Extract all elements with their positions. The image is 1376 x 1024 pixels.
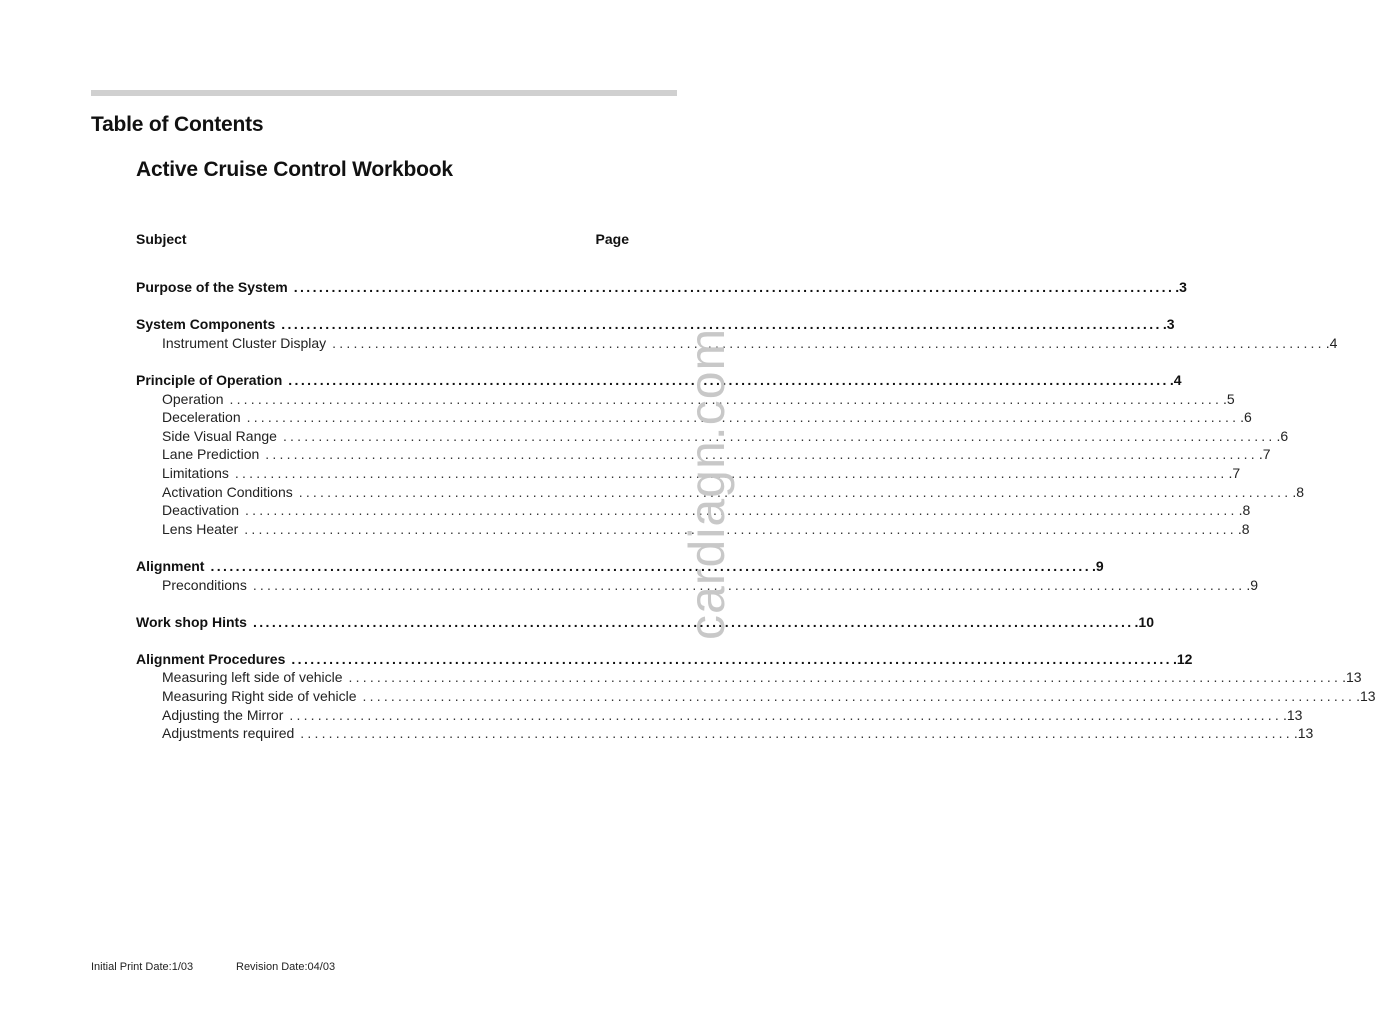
dot-leader: ............................................................................................................................................ [288, 371, 1169, 388]
toc-section-title: System Components [136, 316, 276, 333]
toc-subsection-title: Measuring left side of vehicle [162, 669, 343, 686]
toc-subsection [136, 390, 1235, 409]
toc-section [136, 613, 1154, 632]
toc-subsection-page: .4 [1325, 334, 1338, 351]
dot-leader: ............................................................................................................................................ [348, 669, 1342, 686]
dot-leader: ............................................................................................................................................ [244, 520, 1237, 537]
toc-subsection-title: Preconditions [162, 576, 247, 593]
toc-section-title: Purpose of the System [136, 279, 288, 295]
toc-section-title: Work shop Hints [136, 613, 247, 630]
subject-column-header: Subject [136, 231, 187, 247]
dot-leader: ............................................................................................................................................ [300, 725, 1293, 742]
dot-leader: ............................................................................................................................................ [291, 650, 1172, 667]
toc-subsection [136, 427, 1289, 446]
toc-subsection-page: .13 [1293, 725, 1314, 742]
toc-subsection-page: .6 [1240, 409, 1252, 426]
toc-section [136, 278, 1187, 297]
workbook-title: Active Cruise Control Workbook [136, 158, 453, 181]
dot-leader: ............................................................................................................................................ [298, 483, 1292, 500]
toc-subsection-page: .13 [1342, 669, 1362, 686]
section-gap [136, 297, 632, 316]
watermark: cardiagn.com [679, 327, 735, 640]
toc-subsection-page: .7 [1228, 464, 1241, 481]
toc-subsection-page: .8 [1292, 483, 1304, 500]
toc-subsection-title: Instrument Cluster Display [162, 334, 327, 351]
toc-subsection [136, 668, 1362, 687]
toc-subsection-page: .5 [1223, 390, 1235, 407]
toc-section-page: .3 [1162, 316, 1175, 333]
revision-date: Revision Date:04/03 [236, 961, 336, 973]
toc-subsection-page: .8 [1237, 520, 1250, 537]
section-gap [136, 538, 632, 557]
toc-section [136, 557, 1104, 576]
toc-subsection-title: Operation [162, 390, 224, 407]
toc-subsection [136, 576, 1259, 595]
toc-subsection [136, 464, 1241, 483]
toc-subsection [136, 334, 1338, 353]
toc-section-page: .10 [1134, 613, 1154, 630]
toc-subsection-title: Adjusting the Mirror [162, 706, 284, 723]
toc-section-title: Alignment Procedures [136, 650, 286, 667]
initial-print-date: Initial Print Date:1/03 [91, 961, 194, 973]
toc-subsection [136, 687, 1376, 706]
dot-leader: ............................................................................................................................................ [289, 706, 1282, 723]
toc-section-page: .4 [1169, 371, 1182, 388]
dot-leader: ............................................................................................................................................ [246, 409, 1240, 426]
toc-subsection [136, 408, 1252, 427]
dot-leader: ............................................................................................................................................ [229, 390, 1223, 407]
toc-subsection [136, 445, 1271, 464]
toc-subsection-title: Adjustments required [162, 725, 295, 742]
toc-subsection-title: Deactivation [162, 502, 240, 519]
dot-leader: ............................................................................................................................................ [362, 688, 1356, 705]
toc-subsection-title: Deceleration [162, 409, 241, 426]
toc-subsection-page: .9 [1246, 576, 1259, 593]
toc-section [136, 650, 1193, 669]
dot-leader: ............................................................................................................................................ [293, 279, 1175, 295]
toc-subsection-page: .13 [1282, 706, 1303, 723]
dot-leader: ............................................................................................................................................ [245, 502, 1238, 519]
toc-subsection [136, 520, 1250, 539]
section-gap [136, 594, 632, 613]
toc-subsection-page: .8 [1238, 502, 1251, 519]
toc-subsection [136, 706, 1303, 725]
toc-subsection [136, 501, 1251, 520]
dot-leader: ............................................................................................................................................ [210, 557, 1092, 574]
dot-leader: ............................................................................................................................................ [252, 613, 1134, 630]
toc-subsection-page: .7 [1258, 446, 1271, 463]
toc-subsection [136, 724, 1314, 743]
page-column-header: Page [595, 231, 629, 247]
dot-leader: ............................................................................................................................................ [332, 334, 1325, 351]
toc-section-page: .3 [1175, 279, 1187, 295]
top-rule [91, 90, 677, 96]
dot-leader: ............................................................................................................................................ [281, 316, 1162, 333]
toc-section-title: Principle of Operation [136, 371, 283, 388]
toc-subsection-title: Limitations [162, 464, 229, 481]
toc-section [136, 371, 1182, 390]
toc-subsection-title: Measuring Right side of vehicle [162, 688, 357, 705]
toc-section-page: .12 [1172, 650, 1193, 667]
section-gap [136, 631, 632, 650]
toc-heading: Table of Contents [91, 113, 264, 136]
toc-subsection-page: .6 [1276, 427, 1289, 444]
dot-leader: ............................................................................................................................................ [252, 576, 1246, 593]
dot-leader: ............................................................................................................................................ [234, 464, 1228, 481]
toc-section [136, 315, 1175, 334]
toc-subsection-title: Side Visual Range [162, 427, 277, 444]
toc-subsection-page: .13 [1356, 688, 1376, 705]
toc-subsection-title: Lens Heater [162, 520, 239, 537]
toc-subsection [136, 483, 1304, 502]
dot-leader: ............................................................................................................................................ [265, 446, 1258, 463]
toc-subsection-title: Lane Prediction [162, 446, 260, 463]
toc-section-page: .9 [1092, 557, 1104, 574]
toc-subsection-title: Activation Conditions [162, 483, 293, 500]
toc-section-title: Alignment [136, 557, 205, 574]
section-gap [136, 352, 632, 371]
dot-leader: ............................................................................................................................................ [282, 427, 1276, 444]
